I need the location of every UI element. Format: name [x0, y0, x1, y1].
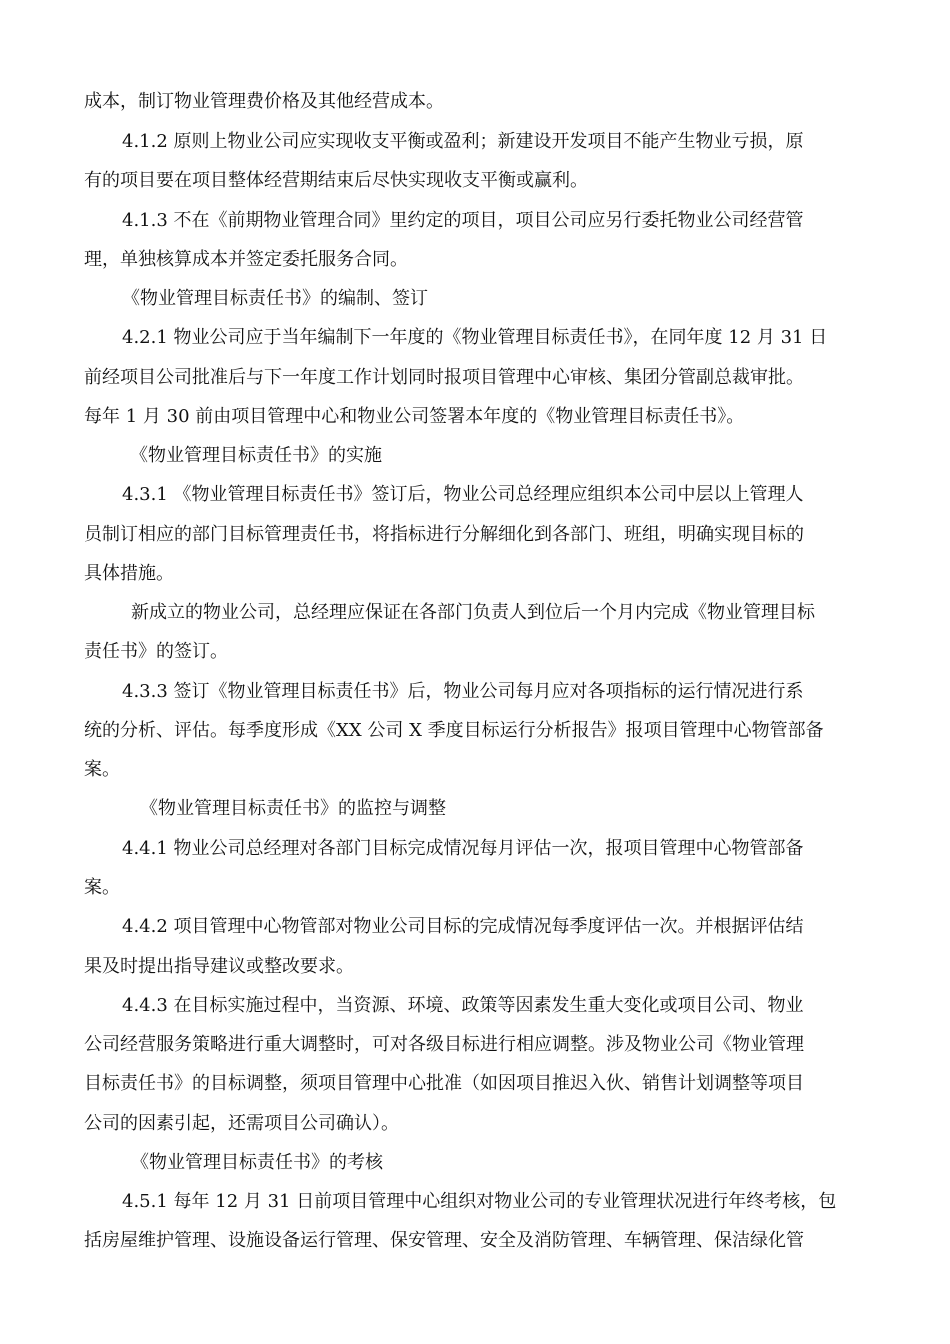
- text-line: 4.3.1 《物业管理目标责任书》签订后，物业公司总经理应组织本公司中层以上管理人: [122, 484, 804, 505]
- section-heading: 《物业管理目标责任书》的监控与调整: [140, 798, 446, 819]
- text-line: 每年 1 月 30 前由项目管理中心和物业公司签署本年度的《物业管理目标责任书》。: [84, 406, 745, 427]
- section-heading: 《物业管理目标责任书》的实施: [130, 445, 382, 466]
- text-line: 责任书》的签订。: [84, 641, 228, 662]
- text-line: 具体措施。: [84, 563, 174, 584]
- text-line: 4.4.1 物业公司总经理对各部门目标完成情况每月评估一次，报项目管理中心物管部备: [122, 838, 804, 859]
- text-line: 成本，制订物业管理费价格及其他经营成本。: [84, 91, 444, 112]
- text-line: 4.1.3 不在《前期物业管理合同》里约定的项目，项目公司应另行委托物业公司经营管: [122, 210, 804, 231]
- section-heading: 《物业管理目标责任书》的考核: [131, 1152, 383, 1173]
- text-line: 4.5.1 每年 12 月 31 日前项目管理中心组织对物业公司的专业管理状况进行年终考核，包: [122, 1191, 837, 1212]
- text-line: 前经项目公司批准后与下一年度工作计划同时报项目管理中心审核、集团分管副总裁审批。: [84, 367, 804, 388]
- text-line: 案。: [84, 759, 120, 780]
- section-heading: 《物业管理目标责任书》的编制、签订: [122, 288, 428, 309]
- text-line: 括房屋维护管理、设施设备运行管理、保安管理、安全及消防管理、车辆管理、保洁绿化管: [84, 1230, 804, 1251]
- text-line: 目标责任书》的目标调整，须项目管理中心批准（如因项目推迟入伙、销售计划调整等项目: [84, 1073, 804, 1094]
- text-line: 理，单独核算成本并签定委托服务合同。: [84, 249, 408, 270]
- text-line: 4.4.2 项目管理中心物管部对物业公司目标的完成情况每季度评估一次。并根据评估结: [122, 916, 804, 937]
- text-line: 统的分析、评估。每季度形成《XX 公司 X 季度目标运行分析报告》报项目管理中心物管部备: [84, 720, 824, 741]
- text-line: 有的项目要在项目整体经营期结束后尽快实现收支平衡或赢利。: [84, 170, 588, 191]
- text-line: 公司的因素引起，还需项目公司确认）。: [84, 1113, 399, 1134]
- text-line: 案。: [84, 877, 120, 898]
- text-line: 新成立的物业公司，总经理应保证在各部门负责人到位后一个月内完成《物业管理目标: [131, 602, 815, 623]
- text-line: 果及时提出指导建议或整改要求。: [84, 956, 354, 977]
- text-line: 4.3.3 签订《物业管理目标责任书》后，物业公司每月应对各项指标的运行情况进行系: [122, 681, 804, 702]
- text-line: 4.2.1 物业公司应于当年编制下一年度的《物业管理目标责任书》，在同年度 12 月 31 日: [122, 327, 828, 348]
- text-line: 公司经营服务策略进行重大调整时，可对各级目标进行相应调整。涉及物业公司《物业管理: [84, 1034, 804, 1055]
- text-line: 员制订相应的部门目标管理责任书，将指标进行分解细化到各部门、班组，明确实现目标的: [84, 524, 804, 545]
- text-line: 4.4.3 在目标实施过程中，当资源、环境、政策等因素发生重大变化或项目公司、物业: [122, 995, 804, 1016]
- text-line: 4.1.2 原则上物业公司应实现收支平衡或盈利；新建设开发项目不能产生物业亏损，原: [122, 131, 804, 152]
